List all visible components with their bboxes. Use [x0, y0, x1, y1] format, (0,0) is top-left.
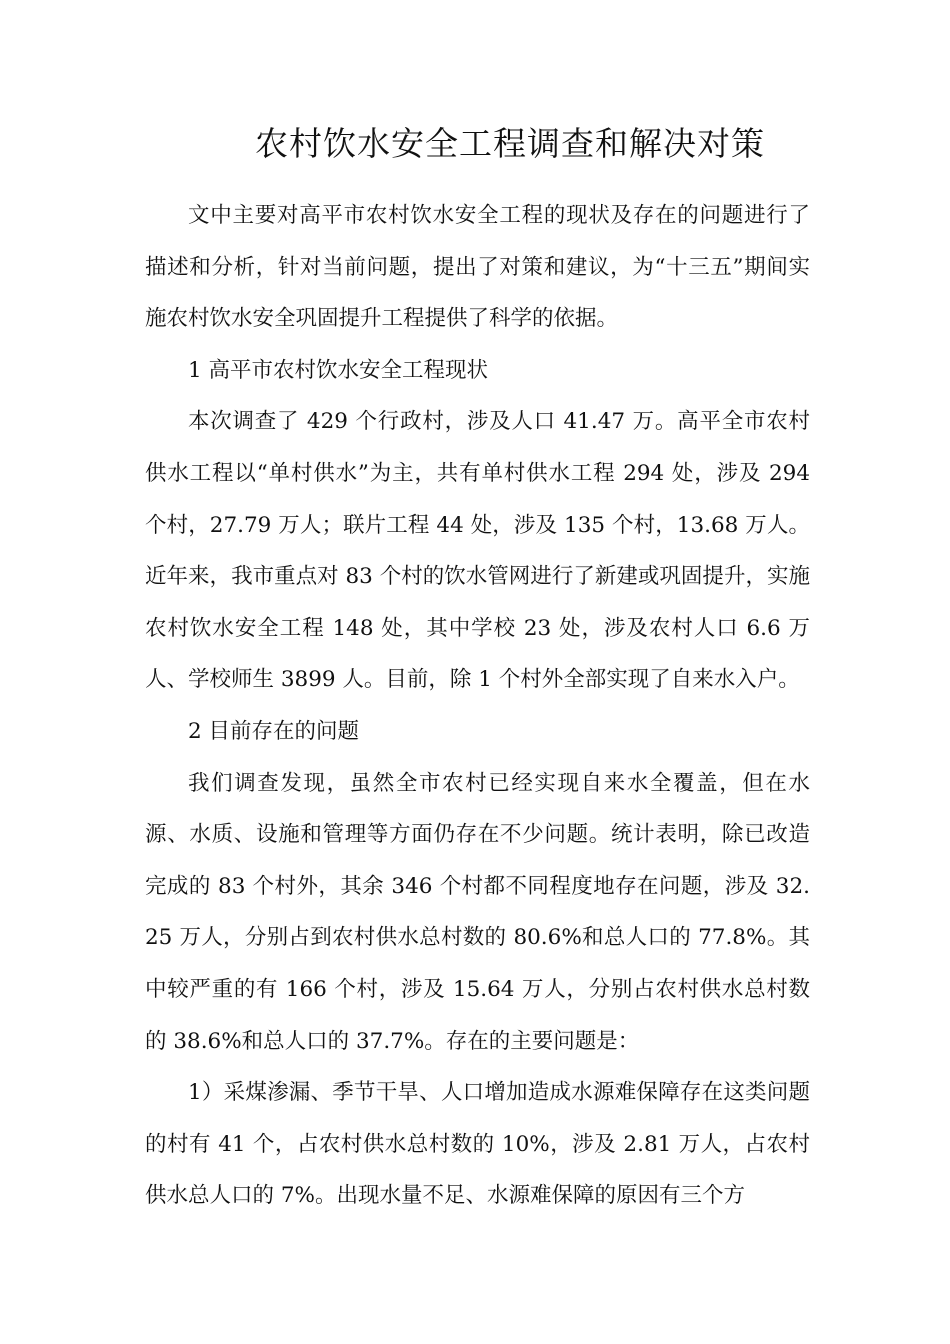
- section-heading-1: 1 高平市农村饮水安全工程现状: [188, 357, 489, 383]
- paragraph-abstract: 文中主要对高平市农村饮水安全工程的现状及存在的问题进行了描述和分析，针对当前问题，提出了对策和建议，为“十三五”期间实施农村饮水安全巩固提升工程提供了科学的依据。: [145, 203, 810, 332]
- section-heading-2: 2 目前存在的问题: [188, 718, 360, 744]
- paragraph-problems: 我们调查发现，虽然全市农村已经实现自来水全覆盖，但在水源、水质、设施和管理等方面仍存在不少问题。统计表明，除已改造完成的 83 个村外，其余 346 个村都不同程度地存在问题，涉及 32.25 万人，分别占到农村供水总村数的 80.6%和总人口的 77.8%。其中较严重的有 166 个村，涉及 15.64 万人，分别占农村供水总村数的 38.6%和总人口的 37.7%。存在的主要问题是：: [145, 770, 810, 1054]
- paragraph-problem-1: 1）采煤渗漏、季节干旱、人口增加造成水源难保障存在这类问题的村有 41 个，占农村供水总村数的 10%，涉及 2.81 万人，占农村供水总人口的 7%。出现水量不足、水源难保障的原因有三个方: [145, 1080, 810, 1209]
- document-title: 农村饮水安全工程调查和解决对策: [255, 124, 765, 163]
- paragraph-status: 本次调查了 429 个行政村，涉及人口 41.47 万。高平全市农村供水工程以“单村供水”为主，共有单村供水工程 294 处，涉及 294 个村，27.79 万人；联片工程 44 处，涉及 135 个村，13.68 万人。近年来，我市重点对 83 个村的饮水管网进行了新建或巩固提升，实施农村饮水安全工程 148 处，其中学校 23 处，涉及农村人口 6.6 万人、学校师生 3899 人。目前，除 1 个村外全部实现了自来水入户。: [145, 409, 810, 693]
- document-body: [145, 190, 810, 1222]
